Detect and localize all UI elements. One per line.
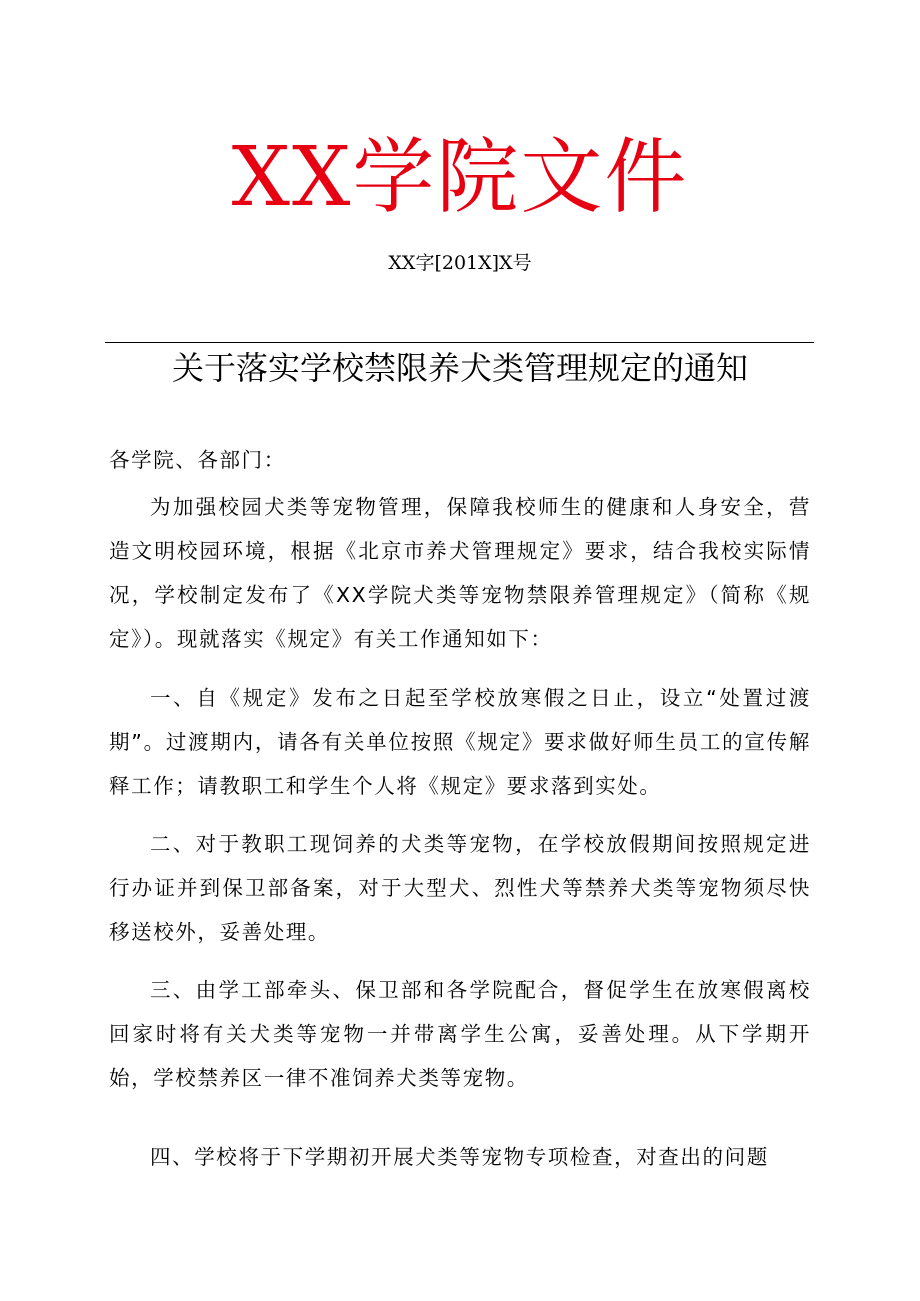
document-number: XX字[201X]X号 [388,252,532,274]
paragraph-item-2: 二、对于教职工现饲养的犬类等宠物，在学校放假期间按照规定进行办证并到保卫部备案，对于大型犬、烈性犬等禁养犬类等宠物须尽快移送校外，妥善处理。 [109,832,811,944]
notice-title: 关于落实学校禁限养犬类管理规定的通知 [171,349,748,387]
paragraph-item-1: 一、自《规定》发布之日起至学校放寒假之日止，设立“处置过渡期”。过渡期内，请各有关单位按照《规定》要求做好师生员工的宣传解释工作；请教职工和学生个人将《规定》要求落到实处。 [109,686,811,798]
paragraph-item-3: 三、由学工部牵头、保卫部和各学院配合，督促学生在放寒假离校回家时将有关犬类等宠物一并带离学生公寓，妥善处理。从下学期开始，学校禁养区一律不准饲养犬类等宠物。 [109,978,811,1090]
salutation: 各学院、各部门： [109,448,286,472]
paragraph-item-4: 四、学校将于下学期初开展犬类等宠物专项检查，对查出的问题 [150,1145,769,1169]
paragraph-intro: 为加强校园犬类等宠物管理，保障我校师生的健康和人身安全，营造文明校园环境，根据《北京市养犬管理规定》要求，结合我校实际情况，学校制定发布了《XX学院犬类等宠物禁限养管理规定》（简称《规定》）。现就落实《规定》有关工作通知如下： [109,495,811,651]
document-issuer-title: XX学院文件 [231,130,689,225]
